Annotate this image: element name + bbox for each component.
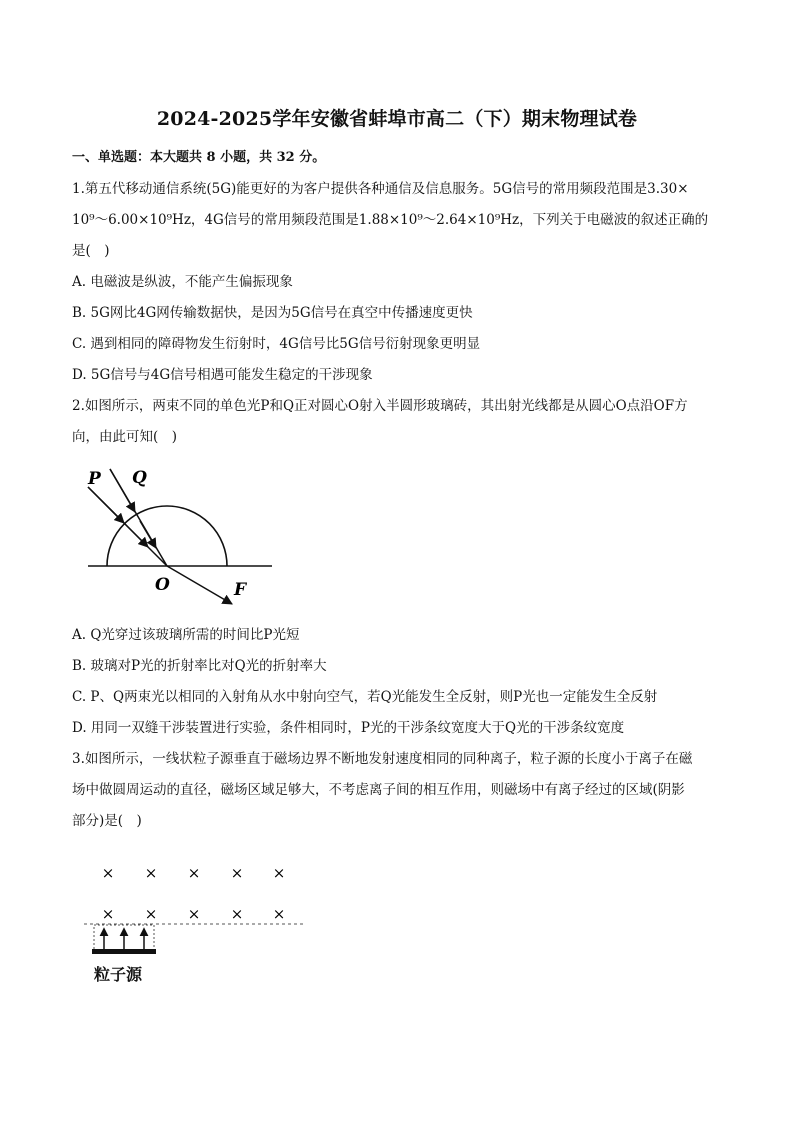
q2-option-b: B. 玻璃对P光的折射率比对Q光的折射率大 bbox=[72, 658, 327, 674]
q2-option-d: D. 用同一双缝干涉装置进行实验，条件相同时，P光的干涉条纹宽度大于Q光的干涉条纹宽度 bbox=[72, 720, 625, 736]
q1-stem-line1: 1.第五代移动通信系统(5G)能更好的为客户提供各种通信及信息服务。5G信号的常用频段范围是3.30× bbox=[72, 181, 689, 197]
label-o: O bbox=[155, 575, 170, 595]
field-cross: × bbox=[144, 864, 158, 882]
label-f: F bbox=[234, 580, 247, 600]
label-p: P bbox=[88, 469, 101, 489]
field-cross: × bbox=[272, 905, 286, 923]
field-cross: × bbox=[101, 864, 115, 882]
label-q: Q bbox=[132, 468, 147, 488]
field-cross: × bbox=[272, 864, 286, 882]
q1-option-d: D. 5G信号与4G信号相遇可能发生稳定的干涉现象 bbox=[72, 367, 373, 383]
q2-option-a: A. Q光穿过该玻璃所需的时间比P光短 bbox=[72, 627, 300, 643]
q3-stem-line1: 3.如图所示，一线状粒子源垂直于磁场边界不断地发射速度相同的同种离子，粒子源的长度小于离子在磁 bbox=[72, 751, 693, 767]
q2-stem-line1: 2.如图所示，两束不同的单色光P和Q正对圆心O射入半圆形玻璃砖，其出射光线都是从圆心O点沿OF方 bbox=[72, 398, 688, 414]
q3-stem-line2: 场中做圆周运动的直径，磁场区域足够大，不考虑离子间的相互作用，则磁场中有离子经过的区域(阴影 bbox=[72, 782, 685, 798]
ray-p-inside-arrow bbox=[110, 509, 148, 547]
q1-stem-line3: 是( ) bbox=[72, 243, 110, 259]
section-heading: 一、单选题：本大题共 8 小题，共 32 分。 bbox=[72, 150, 326, 165]
magnetic-field-row-1 bbox=[102, 864, 286, 882]
q1-option-a: A. 电磁波是纵波，不能产生偏振现象 bbox=[72, 274, 293, 290]
q3-stem-line3: 部分)是( ) bbox=[72, 813, 142, 829]
q2-option-c: C. P、Q两束光以相同的入射角从水中射向空气，若Q光能发生全反射，则P光也一定能发生全反射 bbox=[72, 689, 658, 705]
q2-figure bbox=[80, 455, 280, 610]
ray-of bbox=[167, 566, 232, 604]
q1-option-c: C. 遇到相同的障碍物发生衍射时，4G信号比5G信号衍射现象更明显 bbox=[72, 336, 481, 352]
field-cross: × bbox=[101, 905, 115, 923]
q3-figure bbox=[80, 855, 320, 965]
semicircle-glass bbox=[107, 506, 227, 566]
q1-option-b: B. 5G网比4G网传输数据快，是因为5G信号在真空中传播速度更快 bbox=[72, 305, 473, 321]
paper-title: 2024-2025学年安徽省蚌埠市高二（下）期末物理试卷 bbox=[156, 108, 638, 130]
q1-stem-line2: 10⁹～6.00×10⁹Hz，4G信号的常用频段范围是1.88×10⁹～2.64×10⁹Hz，下列关于电磁波的叙述正确的 bbox=[72, 212, 709, 228]
field-cross: × bbox=[144, 905, 158, 923]
particle-source-bar bbox=[92, 949, 156, 954]
ray-q-inside-arrow bbox=[140, 521, 156, 548]
magnetic-field-row-2 bbox=[102, 905, 286, 923]
field-cross: × bbox=[230, 905, 244, 923]
field-cross: × bbox=[187, 864, 201, 882]
particle-source-label: 粒子源 bbox=[94, 965, 143, 984]
field-cross: × bbox=[230, 864, 244, 882]
q2-stem-line2: 向，由此可知( ) bbox=[72, 429, 178, 445]
field-cross: × bbox=[187, 905, 201, 923]
